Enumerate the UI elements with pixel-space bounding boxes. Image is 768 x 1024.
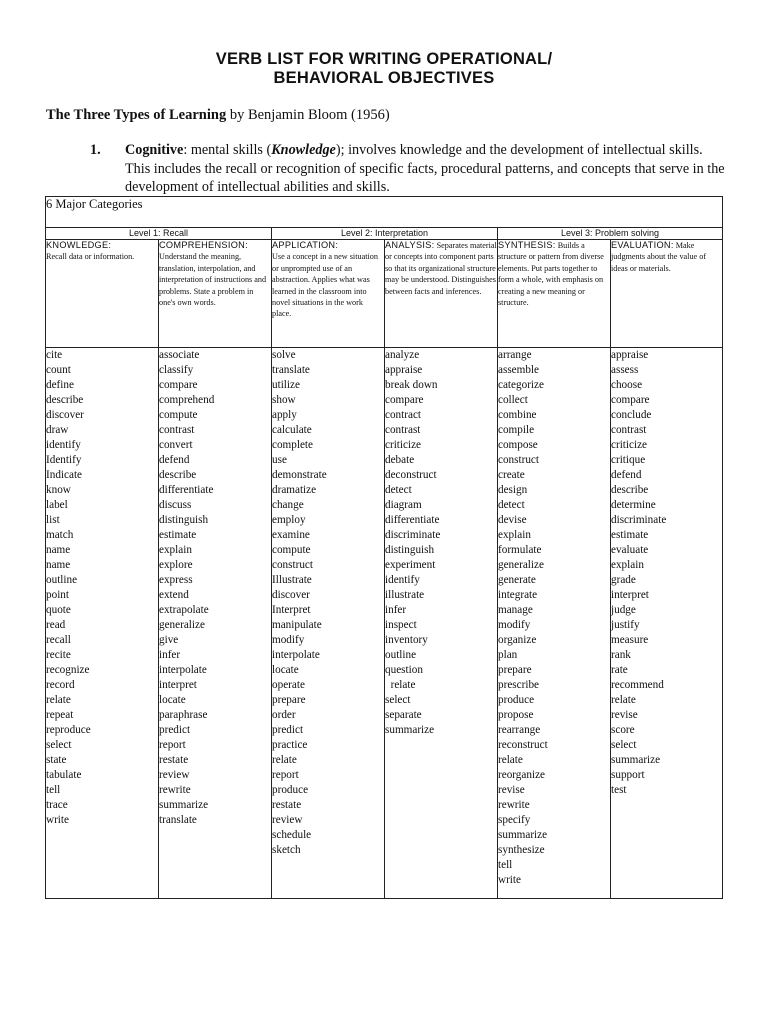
verb-item: sketch bbox=[272, 844, 301, 856]
verb-item: Interpret bbox=[272, 604, 311, 616]
verb-item: produce bbox=[498, 694, 535, 706]
verb-item: criticize bbox=[385, 439, 422, 451]
verb-item: cite bbox=[46, 349, 63, 361]
verb-item: rewrite bbox=[498, 799, 530, 811]
document-title-line2: BEHAVIORAL OBJECTIVES bbox=[273, 69, 495, 87]
category-synthesis bbox=[498, 240, 611, 348]
verb-item: compute bbox=[159, 409, 198, 421]
verb-item: restate bbox=[159, 754, 189, 766]
verb-item: rate bbox=[611, 664, 628, 676]
verb-item: modify bbox=[498, 619, 531, 631]
verb-item: label bbox=[46, 499, 68, 511]
verb-item: use bbox=[272, 454, 287, 466]
verb-item: relate bbox=[272, 754, 297, 766]
verb-item: recommend bbox=[611, 679, 664, 691]
verb-item: manipulate bbox=[272, 619, 322, 631]
verb-item: express bbox=[159, 574, 193, 586]
verb-item: translate bbox=[272, 364, 310, 376]
verb-item: combine bbox=[498, 409, 537, 421]
verb-item: give bbox=[159, 634, 179, 646]
verb-item: distinguish bbox=[385, 544, 435, 556]
verb-item: justify bbox=[611, 619, 640, 631]
verb-item: recite bbox=[46, 649, 71, 661]
verb-item: change bbox=[272, 499, 304, 511]
verb-item: support bbox=[611, 769, 645, 781]
verb-item: locate bbox=[159, 694, 186, 706]
verb-item: identify bbox=[46, 439, 81, 451]
verb-item: estimate bbox=[611, 529, 649, 541]
verb-item: revise bbox=[498, 784, 525, 796]
verb-item: predict bbox=[159, 724, 191, 736]
verb-item: rearrange bbox=[498, 724, 541, 736]
verb-item: order bbox=[272, 709, 296, 721]
verb-item: read bbox=[46, 619, 66, 631]
verb-item: construct bbox=[498, 454, 540, 466]
verb-item: count bbox=[46, 364, 71, 376]
verbs-analysis bbox=[385, 348, 498, 899]
category-desc: Use a concept in a new situation or unprompted use of an abstraction. Applies what was learned in the classroom into novel situations in the work place. bbox=[272, 252, 378, 319]
verb-item: relate bbox=[385, 679, 416, 691]
verb-item: differentiate bbox=[159, 484, 214, 496]
verb-item: manage bbox=[498, 604, 533, 616]
verb-item: record bbox=[46, 679, 75, 691]
verb-item: test bbox=[611, 784, 627, 796]
category-desc: Make judgments about the value of ideas or materials. bbox=[611, 241, 707, 273]
verb-item: modify bbox=[272, 634, 305, 646]
category-application bbox=[272, 240, 385, 348]
verb-item: describe bbox=[159, 469, 197, 481]
verb-item: organize bbox=[498, 634, 537, 646]
verb-item: integrate bbox=[498, 589, 538, 601]
cognitive-number: 1. bbox=[90, 142, 101, 158]
level-1-label: Level 1: Recall bbox=[46, 228, 272, 240]
verbs-evaluation bbox=[611, 348, 723, 899]
verb-item: summarize bbox=[159, 799, 209, 811]
verb-item: appraise bbox=[385, 364, 423, 376]
verb-item: explain bbox=[159, 544, 192, 556]
verb-item: prescribe bbox=[498, 679, 539, 691]
verb-item: explain bbox=[611, 559, 644, 571]
verb-item: interpret bbox=[159, 679, 197, 691]
verb-item: paraphrase bbox=[159, 709, 208, 721]
category-name: COMPREHENSION: bbox=[159, 240, 248, 250]
verb-item: separate bbox=[385, 709, 422, 721]
verb-item: compare bbox=[385, 394, 424, 406]
verb-item: score bbox=[611, 724, 635, 736]
verb-item: revise bbox=[611, 709, 638, 721]
verb-item: operate bbox=[272, 679, 305, 691]
verb-item: discriminate bbox=[611, 514, 667, 526]
category-desc: Builds a structure or pattern from diverse elements. Put parts together to form a whole, with emphasis on creating a new meaning or structure. bbox=[498, 241, 604, 308]
category-desc: Understand the meaning, translation, interpolation, and interpretation of instructions and problems. State a problem in one's own words. bbox=[159, 252, 267, 308]
verb-item: reconstruct bbox=[498, 739, 548, 751]
verb-item: examine bbox=[272, 529, 310, 541]
verb-item: conclude bbox=[611, 409, 652, 421]
verb-item: compile bbox=[498, 424, 535, 436]
category-name: KNOWLEDGE: bbox=[46, 240, 112, 250]
verb-item: deconstruct bbox=[385, 469, 437, 481]
verb-item: write bbox=[498, 874, 521, 886]
cognitive-pre: : mental skills ( bbox=[183, 142, 272, 158]
verb-item: outline bbox=[46, 574, 78, 586]
verb-item: determine bbox=[611, 499, 656, 511]
verb-item: arrange bbox=[498, 349, 532, 361]
verb-item: repeat bbox=[46, 709, 74, 721]
verb-item: name bbox=[46, 559, 71, 571]
verb-item: rewrite bbox=[159, 784, 191, 796]
verb-item: discover bbox=[272, 589, 310, 601]
verb-item: summarize bbox=[498, 829, 548, 841]
verb-item: summarize bbox=[385, 724, 435, 736]
verbs-comprehension bbox=[159, 348, 272, 899]
verb-item: infer bbox=[385, 604, 407, 616]
verb-item: extend bbox=[159, 589, 189, 601]
verb-item: interpolate bbox=[159, 664, 207, 676]
verb-item: name bbox=[46, 544, 71, 556]
verb-item: describe bbox=[46, 394, 84, 406]
verb-item: draw bbox=[46, 424, 69, 436]
verb-item: quote bbox=[46, 604, 71, 616]
level-2-label: Level 2: Interpretation bbox=[272, 228, 498, 240]
category-name: EVALUATION: bbox=[611, 240, 674, 250]
verb-item: trace bbox=[46, 799, 68, 811]
levels-row bbox=[46, 228, 723, 240]
category-name: SYNTHESIS: bbox=[498, 240, 556, 250]
verb-item: apply bbox=[272, 409, 297, 421]
intro-bold: The Three Types of Learning bbox=[46, 107, 227, 123]
category-desc: Recall data or information. bbox=[46, 252, 135, 262]
cognitive-term: Cognitive bbox=[125, 142, 184, 158]
verb-item: prepare bbox=[272, 694, 306, 706]
verb-item: rank bbox=[611, 649, 631, 661]
verb-item: interpret bbox=[611, 589, 649, 601]
verb-item: match bbox=[46, 529, 74, 541]
verb-item: analyze bbox=[385, 349, 420, 361]
verb-item: criticize bbox=[611, 439, 648, 451]
verb-item: choose bbox=[611, 379, 643, 391]
verb-item: generalize bbox=[498, 559, 544, 571]
verb-item: Indicate bbox=[46, 469, 83, 481]
verb-item: explain bbox=[498, 529, 531, 541]
verbs-knowledge bbox=[46, 348, 159, 899]
cognitive-paragraph bbox=[125, 141, 725, 197]
verb-item: critique bbox=[611, 454, 646, 466]
verbs-application bbox=[272, 348, 385, 899]
verb-item: discuss bbox=[159, 499, 192, 511]
verb-item: assemble bbox=[498, 364, 540, 376]
category-desc: Separates material or concepts into component parts so that its organizational structure may be understood. Distinguishes between facts and inferences. bbox=[385, 241, 497, 296]
verb-item: describe bbox=[611, 484, 649, 496]
category-comprehension bbox=[159, 240, 272, 348]
verb-item: break down bbox=[385, 379, 438, 391]
verb-item: translate bbox=[159, 814, 197, 826]
verb-item: design bbox=[498, 484, 528, 496]
verb-item: construct bbox=[272, 559, 314, 571]
verb-item: identify bbox=[385, 574, 420, 586]
verb-item: utilize bbox=[272, 379, 300, 391]
category-name: ANALYSIS: bbox=[385, 240, 435, 250]
verb-item: select bbox=[385, 694, 411, 706]
verb-item: detect bbox=[498, 499, 525, 511]
verb-item: debate bbox=[385, 454, 415, 466]
verb-item: summarize bbox=[611, 754, 661, 766]
verb-item: diagram bbox=[385, 499, 422, 511]
verb-item: select bbox=[611, 739, 637, 751]
verb-item: point bbox=[46, 589, 69, 601]
verb-item: compose bbox=[498, 439, 538, 451]
verb-item: relate bbox=[611, 694, 636, 706]
verb-item: outline bbox=[385, 649, 417, 661]
verb-item: formulate bbox=[498, 544, 542, 556]
verb-item: prepare bbox=[498, 664, 532, 676]
verb-item: assess bbox=[611, 364, 639, 376]
verb-item: categorize bbox=[498, 379, 544, 391]
verb-item: tabulate bbox=[46, 769, 82, 781]
document-title-line1: VERB LIST FOR WRITING OPERATIONAL/ bbox=[215, 50, 553, 68]
verb-item: propose bbox=[498, 709, 534, 721]
verb-item: experiment bbox=[385, 559, 436, 571]
verb-item: state bbox=[46, 754, 67, 766]
verb-item: discover bbox=[46, 409, 84, 421]
verb-item: question bbox=[385, 664, 423, 676]
verb-item: recall bbox=[46, 634, 71, 646]
category-analysis bbox=[385, 240, 498, 348]
verb-item: discriminate bbox=[385, 529, 441, 541]
verb-item: Identify bbox=[46, 454, 82, 466]
verb-item: defend bbox=[159, 454, 190, 466]
verb-item: specify bbox=[498, 814, 531, 826]
verb-item: restate bbox=[272, 799, 302, 811]
verb-item: know bbox=[46, 484, 71, 496]
verb-item: report bbox=[159, 739, 186, 751]
verb-item: dramatize bbox=[272, 484, 317, 496]
verb-item: comprehend bbox=[159, 394, 215, 406]
verb-item: reproduce bbox=[46, 724, 91, 736]
verb-item: inventory bbox=[385, 634, 428, 646]
verb-item: classify bbox=[159, 364, 194, 376]
verb-item: select bbox=[46, 739, 72, 751]
verb-item: contrast bbox=[159, 424, 195, 436]
verb-item: review bbox=[272, 814, 303, 826]
category-evaluation bbox=[611, 240, 723, 348]
verb-item: measure bbox=[611, 634, 649, 646]
verb-item: appraise bbox=[611, 349, 649, 361]
verb-item: evaluate bbox=[611, 544, 649, 556]
intro-rest: by Benjamin Bloom (1956) bbox=[226, 107, 390, 123]
verb-item: differentiate bbox=[385, 514, 440, 526]
cognitive-knowledge: Knowledge bbox=[271, 142, 336, 158]
verb-item: produce bbox=[272, 784, 309, 796]
verb-item: complete bbox=[272, 439, 314, 451]
verb-item: define bbox=[46, 379, 74, 391]
verb-item: interpolate bbox=[272, 649, 320, 661]
verb-item: tell bbox=[46, 784, 61, 796]
verb-item: generalize bbox=[159, 619, 205, 631]
verb-item: explore bbox=[159, 559, 193, 571]
verb-item: inspect bbox=[385, 619, 417, 631]
verb-item: synthesize bbox=[498, 844, 545, 856]
verb-item: reorganize bbox=[498, 769, 546, 781]
verb-item: compare bbox=[159, 379, 198, 391]
verb-item: contract bbox=[385, 409, 422, 421]
verb-item: devise bbox=[498, 514, 527, 526]
verb-item: create bbox=[498, 469, 525, 481]
verb-item: relate bbox=[46, 694, 71, 706]
verb-item: Illustrate bbox=[272, 574, 312, 586]
verbs-synthesis bbox=[498, 348, 611, 899]
category-knowledge bbox=[46, 240, 159, 348]
level-3-label: Level 3: Problem solving bbox=[498, 228, 723, 240]
cognitive-post: ); involves knowledge and the development of intellectual skills. This includes the recall or recognition of specific facts, procedural patterns, and concepts that serve in the development of intellectual abilities and skills. bbox=[125, 142, 725, 195]
verb-item: compare bbox=[611, 394, 650, 406]
verb-item: practice bbox=[272, 739, 308, 751]
major-categories-label: 6 Major Categories bbox=[46, 197, 723, 228]
verb-table bbox=[45, 196, 723, 899]
verb-item: compute bbox=[272, 544, 311, 556]
verb-item: detect bbox=[385, 484, 412, 496]
verb-item: demonstrate bbox=[272, 469, 327, 481]
verb-item: predict bbox=[272, 724, 304, 736]
verb-item: generate bbox=[498, 574, 536, 586]
verbs-row bbox=[46, 348, 723, 899]
verb-item: defend bbox=[611, 469, 642, 481]
verb-item: infer bbox=[159, 649, 181, 661]
verb-item: illustrate bbox=[385, 589, 425, 601]
verb-item: judge bbox=[611, 604, 636, 616]
verb-item: extrapolate bbox=[159, 604, 209, 616]
verb-item: tell bbox=[498, 859, 513, 871]
verb-item: schedule bbox=[272, 829, 312, 841]
verb-item: review bbox=[159, 769, 190, 781]
verb-item: contrast bbox=[611, 424, 647, 436]
verb-item: estimate bbox=[159, 529, 197, 541]
verb-item: calculate bbox=[272, 424, 312, 436]
verb-item: write bbox=[46, 814, 69, 826]
verb-item: contrast bbox=[385, 424, 421, 436]
verb-item: solve bbox=[272, 349, 296, 361]
verb-item: relate bbox=[498, 754, 523, 766]
verb-item: locate bbox=[272, 664, 299, 676]
verb-item: report bbox=[272, 769, 299, 781]
major-categories-row bbox=[46, 197, 723, 228]
verb-item: recognize bbox=[46, 664, 90, 676]
verb-item: associate bbox=[159, 349, 200, 361]
verb-item: employ bbox=[272, 514, 306, 526]
verb-item: distinguish bbox=[159, 514, 209, 526]
verb-item: grade bbox=[611, 574, 636, 586]
verb-item: plan bbox=[498, 649, 518, 661]
intro-line bbox=[46, 107, 390, 124]
verb-item: list bbox=[46, 514, 60, 526]
category-name: APPLICATION: bbox=[272, 240, 339, 250]
verb-item: convert bbox=[159, 439, 193, 451]
verb-item: show bbox=[272, 394, 296, 406]
verb-item: collect bbox=[498, 394, 528, 406]
categories-row bbox=[46, 240, 723, 348]
